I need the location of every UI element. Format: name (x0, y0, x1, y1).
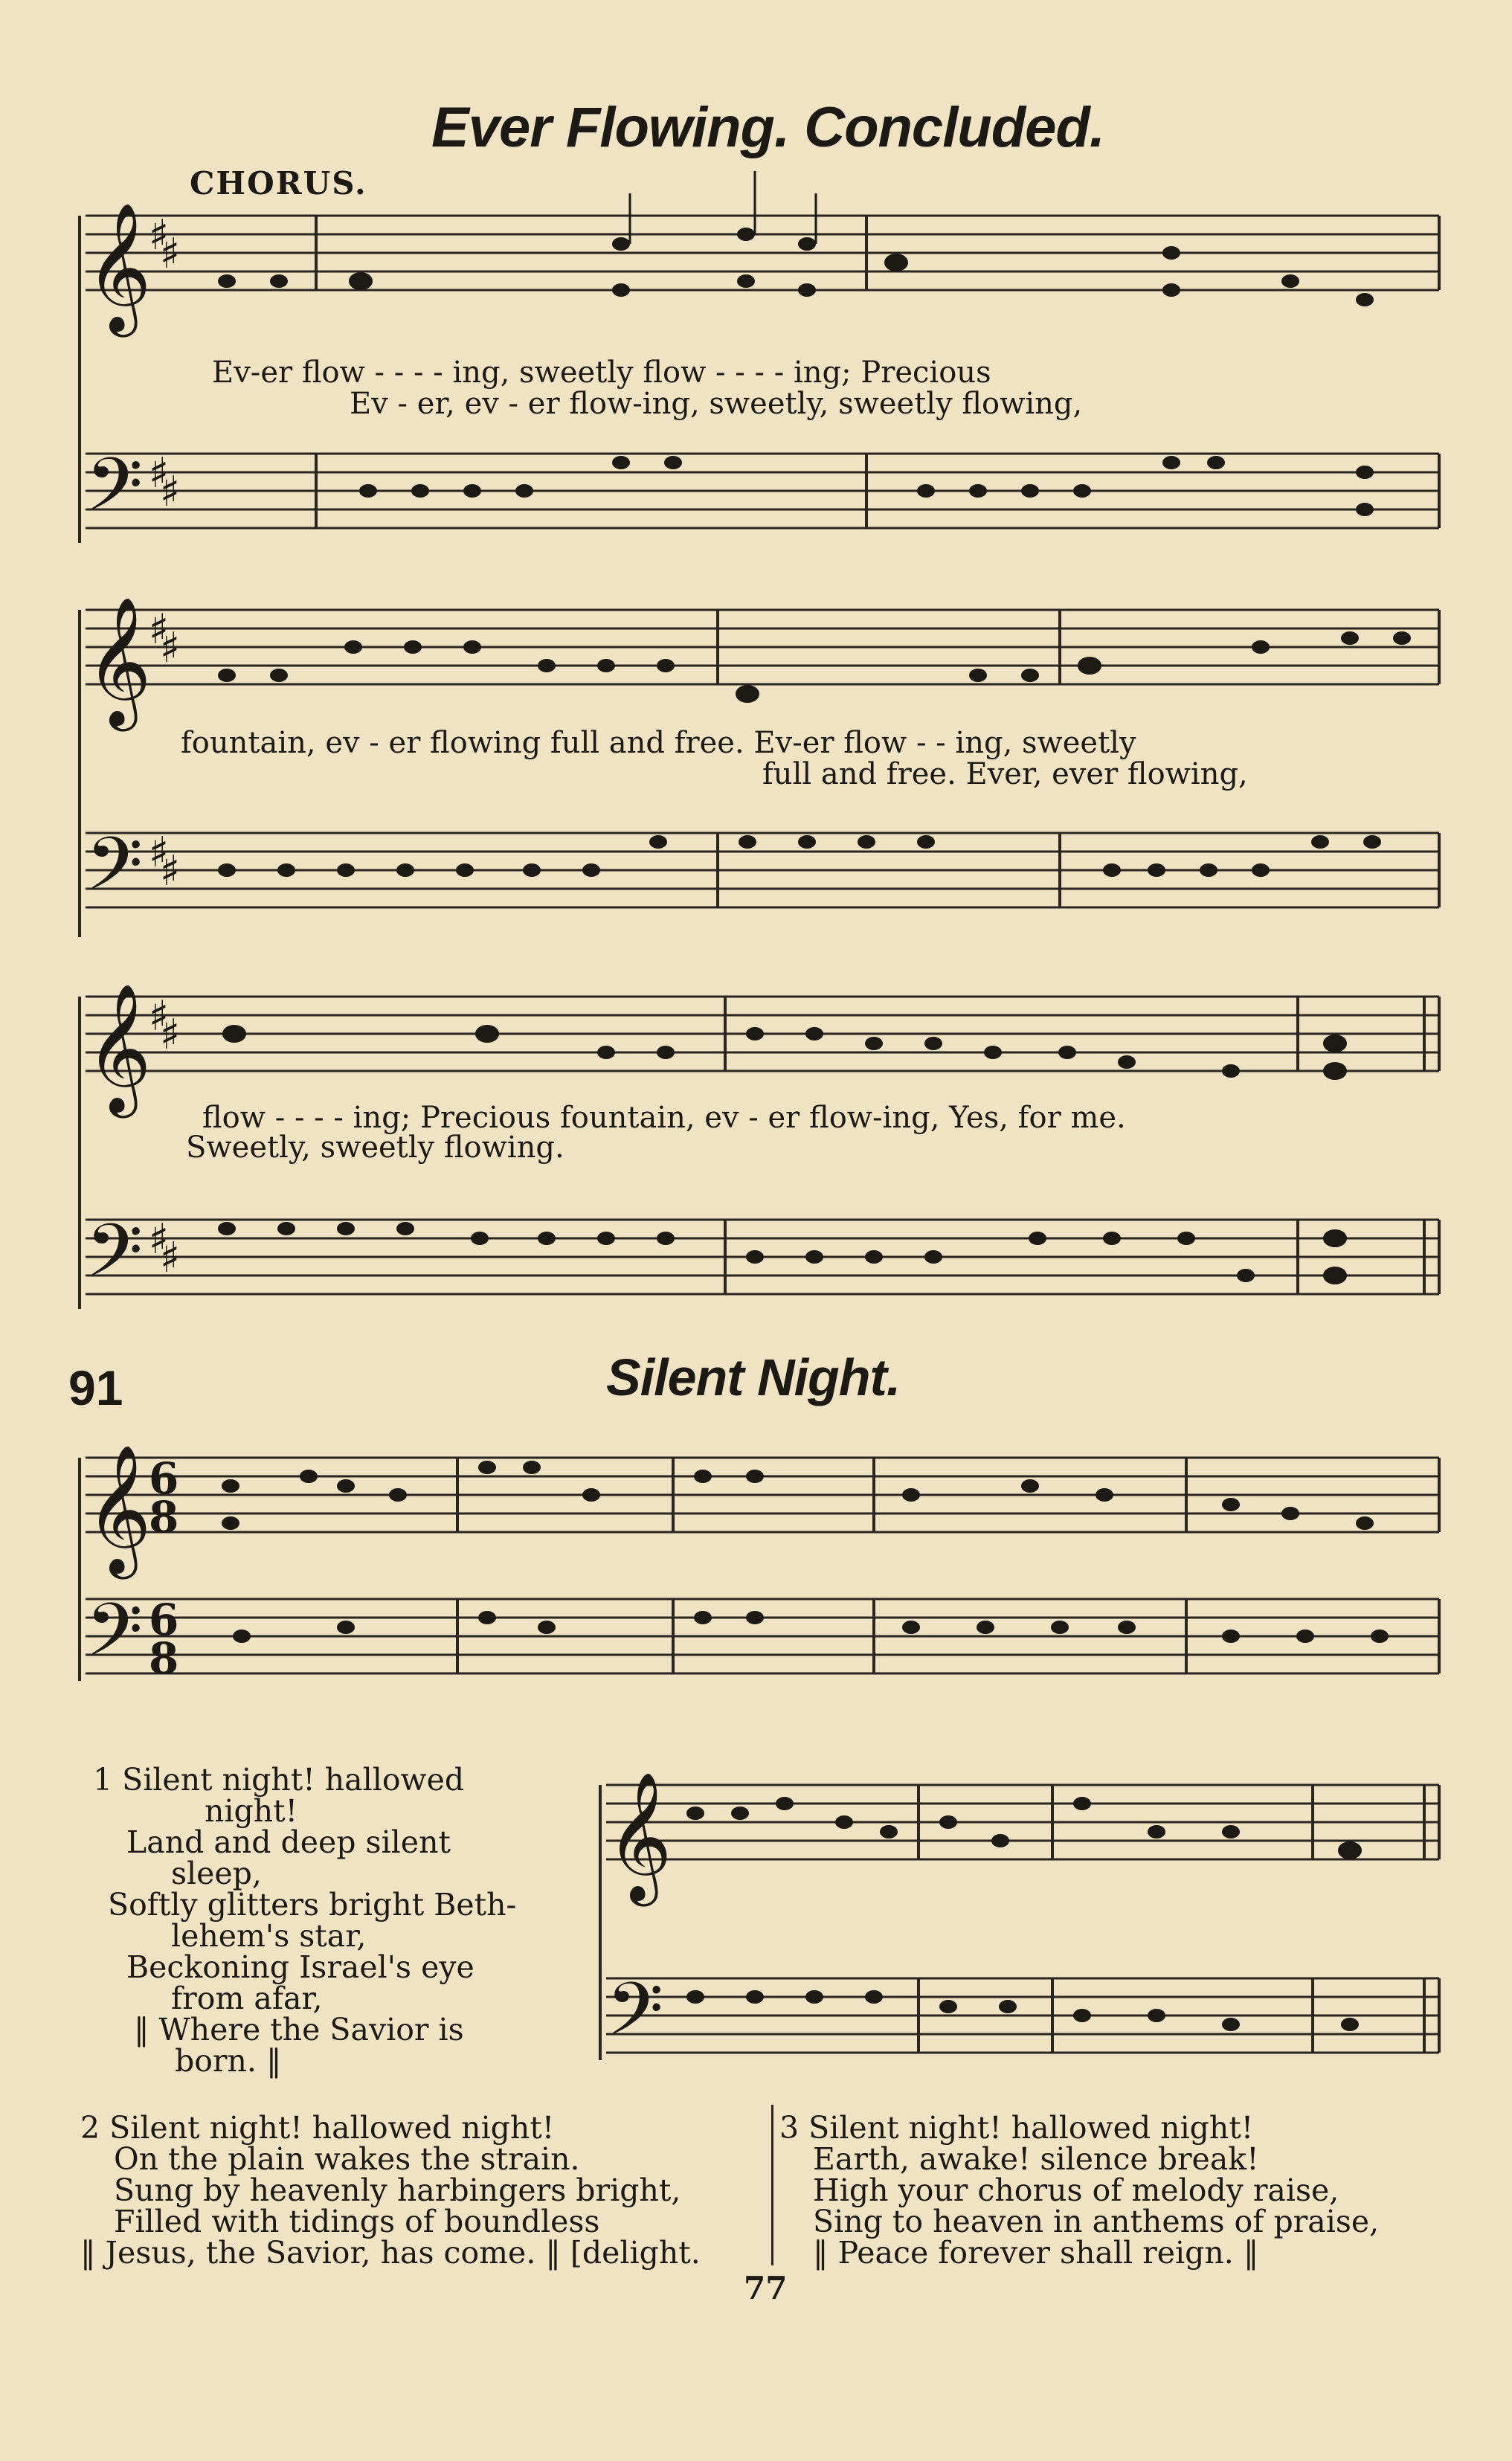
verse-line: ‖ Where the Savior is (134, 2012, 464, 2047)
verse-line: born. ‖ (175, 2043, 282, 2079)
svg-text:6: 6 (149, 1453, 179, 1504)
verse-line: High your chorus of melody raise, (813, 2172, 1339, 2208)
verse-line: ‖ Jesus, the Savior, has come. ‖ [delight. (80, 2235, 701, 2271)
verse-line: from afar, (171, 1981, 323, 2016)
verse-line: Beckoning Israel's eye (126, 1949, 474, 1985)
svg-text:♯: ♯ (149, 992, 170, 1040)
bass-clef-icon: 𝄢 (86, 443, 144, 546)
lyric-line: Ev - er, ev - er flow-ing, sweetly, sweetly flowing, (350, 387, 1083, 421)
verse-3 (779, 2110, 1380, 2271)
svg-text:♯: ♯ (160, 847, 181, 895)
svg-text:♯: ♯ (160, 468, 181, 516)
lyric-line: fountain, ev - er flowing full and free. Ev-er flow - - ing, sweetly (181, 726, 1136, 760)
svg-text:6: 6 (149, 1595, 179, 1645)
lyric-line: full and free. Ever, ever flowing, (762, 757, 1248, 791)
svg-text:♯: ♯ (160, 624, 181, 672)
svg-text:♯: ♯ (149, 605, 170, 654)
music-system-5 (591, 1763, 1447, 2097)
lyric-line: Ev-er flow - - - - ing, sweetly flow - - - - ing; Precious (212, 356, 991, 390)
bass-clef-icon: 𝄢 (86, 822, 144, 925)
bass-staff (86, 454, 1439, 528)
verse-1 (93, 1762, 517, 2079)
svg-text:♯: ♯ (149, 1215, 170, 1264)
bass-clef-icon: 𝄢 (606, 1967, 664, 2071)
verse-line: 2 Silent night! hallowed night! (80, 2110, 555, 2146)
verse-line: 1 Silent night! hallowed (93, 1762, 465, 1798)
svg-text:♯: ♯ (149, 211, 170, 260)
svg-text:♯: ♯ (160, 230, 181, 278)
lyric-line: Sweetly, sweetly flowing. (186, 1130, 564, 1165)
column-divider (771, 2105, 773, 2265)
treble-clef-icon: 𝄞 (606, 1772, 672, 1901)
svg-text:♯: ♯ (149, 829, 170, 877)
verse-line: sleep, (171, 1856, 262, 1891)
hymn-number: 91 (68, 1360, 123, 1415)
treble-staff (86, 216, 1439, 290)
verse-line: Softly glitters bright Beth- (108, 1887, 517, 1923)
verse-line: lehem's star, (171, 1918, 367, 1954)
chorus-label: CHORUS. (190, 165, 367, 202)
music-system-4 (71, 1435, 1447, 1691)
treble-clef-icon: 𝄞 (86, 202, 152, 332)
svg-text:♯: ♯ (160, 1011, 181, 1059)
treble-clef-icon: 𝄞 (86, 1444, 152, 1574)
page-number: 77 (744, 2270, 788, 2306)
svg-text:♯: ♯ (149, 449, 170, 498)
svg-text:♯: ♯ (160, 1234, 181, 1282)
treble-clef-icon: 𝄞 (86, 596, 152, 726)
verse-line: Sing to heaven in anthems of praise, (813, 2204, 1380, 2239)
verse-line: night! (205, 1793, 298, 1829)
verse-line: On the plain wakes the strain. (114, 2141, 580, 2177)
bass-clef-icon: 𝄢 (86, 1588, 144, 1691)
svg-text:8: 8 (149, 1633, 179, 1684)
hymn-title-silent-night: Silent Night. (606, 1348, 901, 1406)
verse-line: Filled with tidings of boundless (114, 2204, 600, 2239)
treble-clef-icon: 𝄞 (86, 983, 152, 1113)
bass-clef-icon: 𝄢 (86, 1209, 144, 1312)
lyric-line: flow - - - - ing; Precious fountain, ev - er flow-ing, Yes, for me. (202, 1101, 1126, 1135)
verse-2 (80, 2110, 701, 2271)
verse-line: ‖ Peace forever shall reign. ‖ (813, 2235, 1259, 2271)
hymn-title-ever-flowing: Ever Flowing. Concluded. (431, 96, 1104, 159)
verse-line: Earth, awake! silence break! (813, 2141, 1259, 2177)
verse-line: Land and deep silent (126, 1824, 451, 1860)
svg-text:8: 8 (149, 1492, 179, 1542)
verse-line: 3 Silent night! hallowed night! (779, 2110, 1254, 2146)
notes-upper-1 (218, 171, 1374, 306)
verse-line: Sung by heavenly harbingers bright, (114, 2172, 681, 2208)
